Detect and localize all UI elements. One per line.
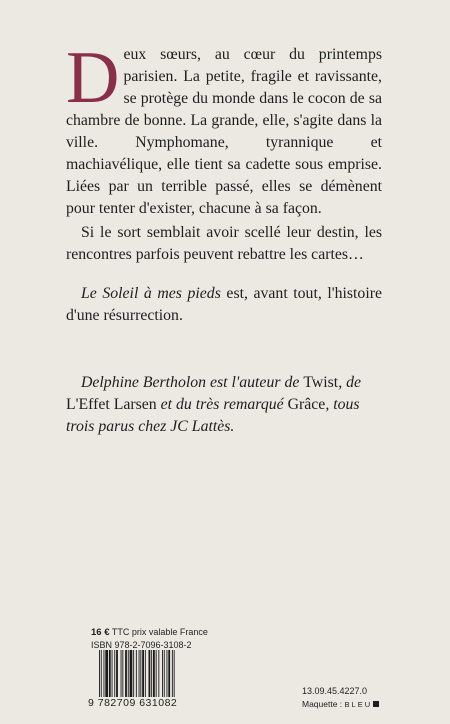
author-bio-text: , de — [338, 374, 362, 391]
author-bio-text: Delphine Bertholon est l'auteur de — [81, 374, 304, 391]
blurb-paragraph-3 — [66, 283, 382, 327]
book-title-effet-larsen: L'Effet Larsen — [66, 396, 157, 413]
barcode — [99, 650, 180, 697]
blurb-paragraph-1 — [66, 37, 382, 220]
blurb-paragraph-2 — [66, 222, 382, 266]
product-code: 13.09.45.4227.0 — [302, 686, 368, 696]
drop-cap: D — [66, 37, 120, 119]
maquette-credit — [302, 699, 379, 709]
maquette-brand: BLEU — [344, 700, 373, 709]
price-line — [91, 627, 208, 638]
maquette-label: Maquette : — [302, 699, 345, 709]
blurb-text-3: est, avant tout, l'histoire d'une résurrection. — [66, 285, 382, 324]
price-value: 16 € — [91, 627, 110, 638]
blurb-text-2: Si le sort semblait avoir scellé leur destin, les rencontres parfois peuvent rebattre les cartes… — [66, 224, 382, 263]
book-blurb — [66, 37, 382, 327]
author-bio-text: et du très remarqué — [156, 396, 288, 413]
book-title-twist: Twist — [303, 374, 339, 391]
blurb-text-1: eux sœurs, au cœur du printemps parisien. La petite, fragile et ravissante, se protège du monde dans le cocon de sa chambre de bonne. La grande, elle, s'agite dans la ville. Nymphomane, tyrannique et machiavélique, elle tient sa cadette sous emprise. Liées par un terrible passé, elles se démènent pour tenter d'exister, chacune à sa façon. — [66, 46, 382, 217]
book-title-grace: Grâce — [287, 396, 326, 413]
isbn: ISBN 978-2-7096-3108-2 — [91, 640, 192, 650]
book-title: Le Soleil à mes pieds — [81, 285, 221, 302]
barcode-digits: 9 782709 631082 — [88, 697, 178, 709]
price-note: TTC prix valable France — [109, 627, 208, 637]
author-bio-text: , tous trois parus chez JC Lattès. — [66, 396, 360, 435]
square-icon — [373, 701, 379, 707]
author-bio — [66, 372, 382, 438]
